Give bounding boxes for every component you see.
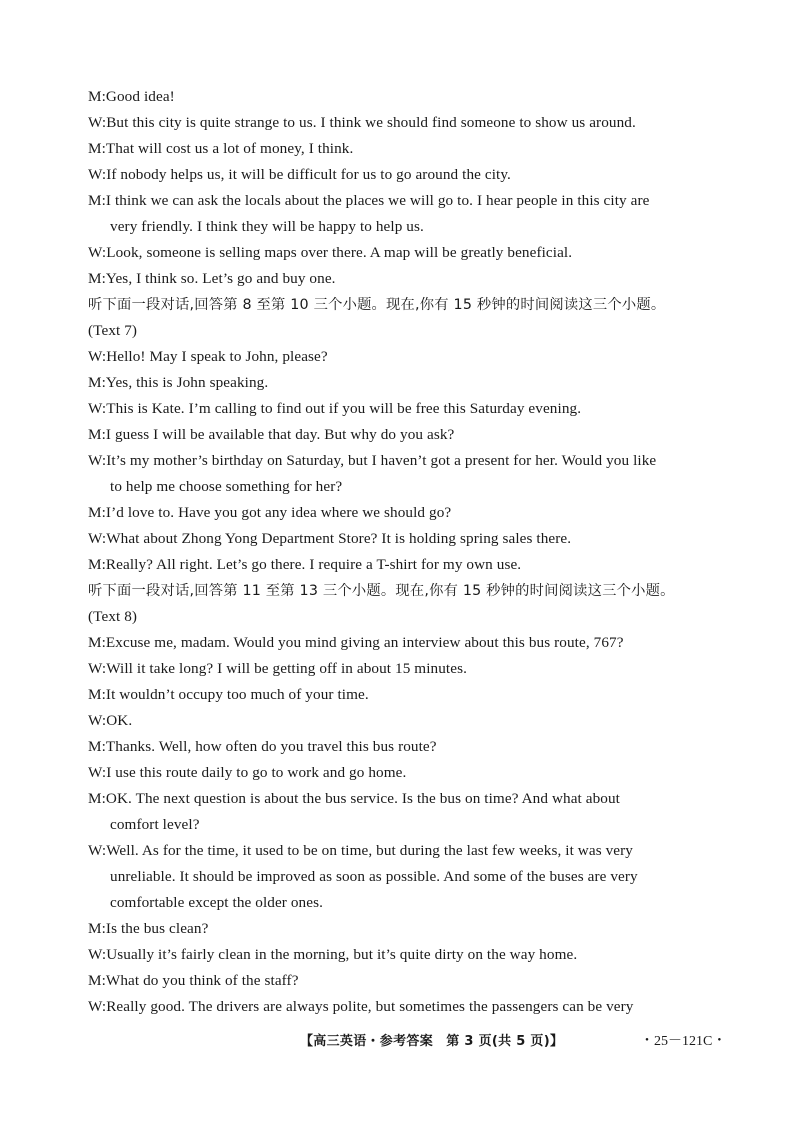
- dialogue-line: M:OK. The next question is about the bus service. Is the bus on time? And what about: [88, 790, 621, 807]
- dialogue-line: M:Yes, I think so. Let’s go and buy one.: [88, 270, 336, 287]
- dialogue-line: M:Really? All right. Let’s go there. I require a T-shirt for my own use.: [88, 556, 522, 573]
- dialogue-line: M:Is the bus clean?: [88, 920, 209, 937]
- dialogue-line: W:Hello! May I speak to John, please?: [88, 348, 328, 365]
- dialogue-line: M:I guess I will be available that day. But why do you ask?: [88, 426, 455, 443]
- dialogue-line: W:What about Zhong Yong Department Store? It is holding spring sales there.: [88, 530, 572, 547]
- section-instruction: 听下面一段对话,回答第 8 至第 10 三个小题。现在,你有 15 秒钟的时间阅读这三个小题。: [88, 297, 666, 313]
- dialogue-line-continuation: unreliable. It should be improved as soon as possible. And some of the buses are very: [110, 868, 638, 885]
- dialogue-line: M:I think we can ask the locals about the places we will go to. I hear people in this city are: [88, 192, 650, 209]
- dialogue-line: M:Good idea!: [88, 88, 175, 105]
- dialogue-line: W:Look, someone is selling maps over there. A map will be greatly beneficial.: [88, 244, 573, 261]
- dialogue-line: W:But this city is quite strange to us. I think we should find someone to show us around.: [88, 114, 636, 131]
- dialogue-line: W:OK.: [88, 712, 133, 729]
- dialogue-line-continuation: very friendly. I think they will be happy to help us.: [110, 218, 424, 235]
- dialogue-line: W:Well. As for the time, it used to be on time, but during the last few weeks, it was very: [88, 842, 633, 859]
- dialogue-line: M:Yes, this is John speaking.: [88, 374, 269, 391]
- dialogue-line: W:This is Kate. I’m calling to find out if you will be free this Saturday evening.: [88, 400, 582, 417]
- dialogue-line: W:If nobody helps us, it will be difficult for us to go around the city.: [88, 166, 511, 183]
- dialogue-line: M:I’d love to. Have you got any idea where we should go?: [88, 504, 452, 521]
- dialogue-line: W:Really good. The drivers are always polite, but sometimes the passengers can be very: [88, 998, 634, 1015]
- dialogue-line-continuation: comfort level?: [110, 816, 200, 833]
- text-label: (Text 8): [88, 608, 138, 625]
- dialogue-line: M:Thanks. Well, how often do you travel this bus route?: [88, 738, 437, 755]
- dialogue-line: M:What do you think of the staff?: [88, 972, 299, 989]
- dialogue-line: M:It wouldn’t occupy too much of your time.: [88, 686, 369, 703]
- transcript-body: [88, 84, 728, 1020]
- section-instruction: 听下面一段对话,回答第 11 至第 13 三个小题。现在,你有 15 秒钟的时间阅读这三个小题。: [88, 583, 675, 599]
- dialogue-line: W:Will it take long? I will be getting off in about 15 minutes.: [88, 660, 467, 677]
- dialogue-line-continuation: comfortable except the older ones.: [110, 894, 323, 911]
- dialogue-line: M:Excuse me, madam. Would you mind giving an interview about this bus route, 767?: [88, 634, 624, 651]
- dialogue-line: W:I use this route daily to go to work and go home.: [88, 764, 407, 781]
- text-label: (Text 7): [88, 322, 138, 339]
- dialogue-line-continuation: to help me choose something for her?: [110, 478, 343, 495]
- dialogue-line: M:That will cost us a lot of money, I think.: [88, 140, 354, 157]
- footer-title: 【高三英语・参考答案 第 3 页(共 5 页)】: [300, 1034, 564, 1049]
- dialogue-line: W:Usually it’s fairly clean in the morning, but it’s quite dirty on the way home.: [88, 946, 578, 963]
- footer-code: ・25－121C・: [640, 1034, 727, 1049]
- page-footer: [0, 1030, 800, 1054]
- dialogue-line: W:It’s my mother’s birthday on Saturday, but I haven’t got a present for her. Would you like: [88, 452, 657, 469]
